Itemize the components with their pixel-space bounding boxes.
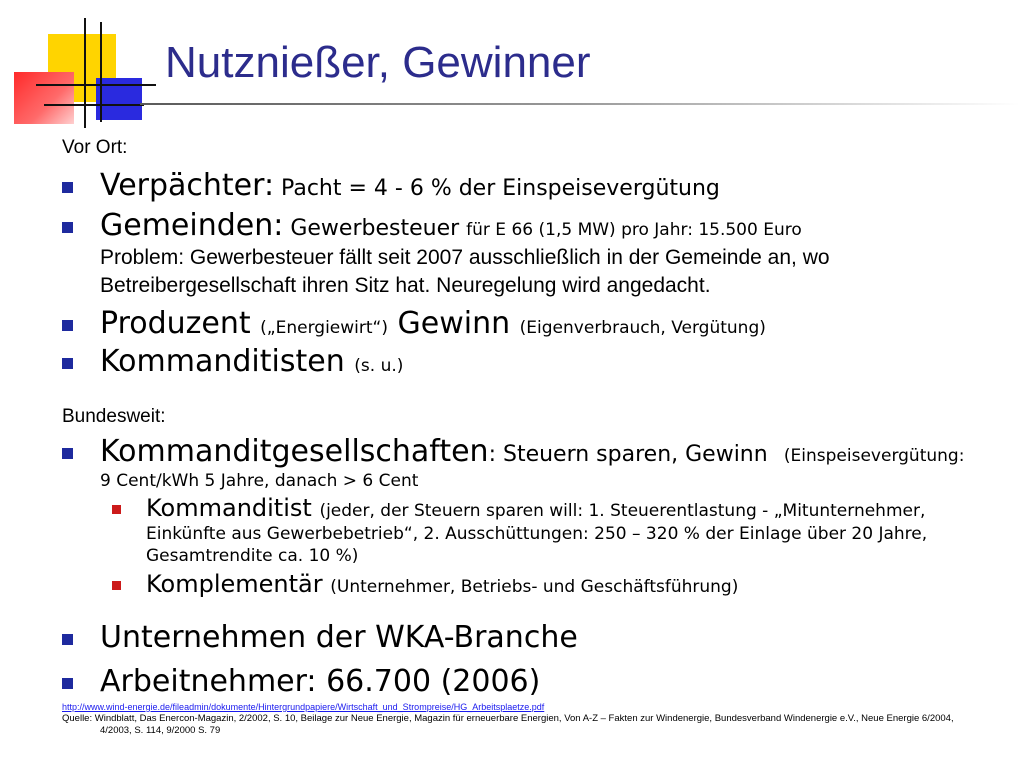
item-text: Problem: Gewerbesteuer fällt seit 2007 ausschließlich in der Gemeinde an, wo (100, 246, 830, 269)
item-text: (1,5 MW) pro Jahr: 15.500 Euro (538, 220, 802, 240)
logo-line (84, 18, 86, 128)
source-link[interactable]: http://www.wind-energie.de/fileadmin/dokumente/Hintergrundpapiere/Wirtschaft_und_Strompreise/HG_Arbeitsplaetze.pdf (62, 702, 545, 712)
logo-line (44, 104, 144, 106)
item-text: („Energiewirt“) (260, 318, 388, 338)
item-text: (s. u.) (354, 356, 404, 376)
sub-item-komplementaer (112, 570, 1012, 599)
section-heading-national: Bundesweit: (62, 406, 166, 427)
list-item-produzent (62, 306, 1012, 342)
sub-item-head: Kommanditist (146, 494, 320, 522)
item-text: (Einspeisevergütung: (767, 446, 965, 466)
item-text: für E 66 (466, 220, 539, 240)
red-square-shape (14, 72, 74, 124)
bullet-icon (62, 182, 73, 193)
list-item-kommanditisten (62, 344, 1012, 380)
item-text: Gewerbesteuer (283, 216, 467, 241)
item-head: Arbeitnehmer: 66.700 (2006) (100, 664, 541, 699)
item-head: Kommanditgesellschaften (100, 434, 489, 469)
section-heading-local: Vor Ort: (62, 137, 128, 158)
bullet-icon (62, 678, 73, 689)
sub-item-text: (jeder, der Steuern sparen will: 1. Steuerentlastung - „Mitunternehmer, (319, 501, 926, 521)
sub-item-head: Komplementär (146, 570, 331, 598)
item-text: (Eigenverbrauch, Vergütung) (519, 318, 766, 338)
slide-title: Nutznießer, Gewinner (165, 38, 591, 87)
source-text: 4/2003, S. 114, 9/2000 S. 79 (100, 725, 221, 737)
sub-bullet-icon (112, 505, 121, 514)
list-item-kommanditgesellschaften (62, 434, 1012, 493)
title-divider (140, 103, 1020, 105)
source-citation (62, 713, 1002, 738)
bullet-icon (62, 358, 73, 369)
logo-line (100, 22, 102, 122)
list-item-arbeitnehmer (62, 664, 1012, 700)
item-text: Gewinn (387, 306, 520, 341)
sub-item-kommanditist (112, 494, 1012, 567)
item-head: Produzent (100, 306, 261, 341)
item-head: Kommanditisten (100, 344, 355, 379)
bullet-icon (62, 320, 73, 331)
item-head: Verpächter: (100, 168, 275, 203)
sub-item-text: Einkünfte aus Gewerbebetrieb“, 2. Ausschüttungen: 250 – 320 % der Einlage über 20 Jahre, (146, 523, 928, 544)
item-text: 9 Cent/kWh 5 Jahre, danach > 6 Cent (100, 471, 419, 491)
item-text: Betreibergesellschaft ihren Sitz hat. Neuregelung wird angedacht. (100, 274, 711, 298)
logo-line (36, 84, 156, 86)
source-text: Quelle: Windblatt, Das Enercon-Magazin, 2/2002, S. 10, Beilage zur Neue Energie, Magazin für erneuerbare Energien, Von A-Z – Fakten zur Windenergie, Bundesverband Windenergie e.V., Neue Energie 6/2004, (62, 713, 954, 724)
list-item-gemeinden (62, 208, 1012, 301)
item-head: Gemeinden: (100, 208, 284, 243)
sub-item-text: Gesamtrendite ca. 10 %) (146, 545, 359, 566)
slide-logo (0, 0, 160, 130)
list-item-unternehmen (62, 620, 1012, 656)
list-item-verpaechter (62, 168, 1012, 204)
item-text: : Steuern sparen, Gewinn (488, 442, 768, 467)
sub-bullet-icon (112, 581, 121, 590)
item-text: Pacht = 4 - 6 % der Einspeisevergütung (274, 176, 720, 201)
bullet-icon (62, 222, 73, 233)
sub-item-text: (Unternehmer, Betriebs- und Geschäftsführung) (330, 577, 739, 597)
item-head: Unternehmen der WKA-Branche (100, 620, 578, 655)
bullet-icon (62, 634, 73, 645)
bullet-icon (62, 448, 73, 459)
